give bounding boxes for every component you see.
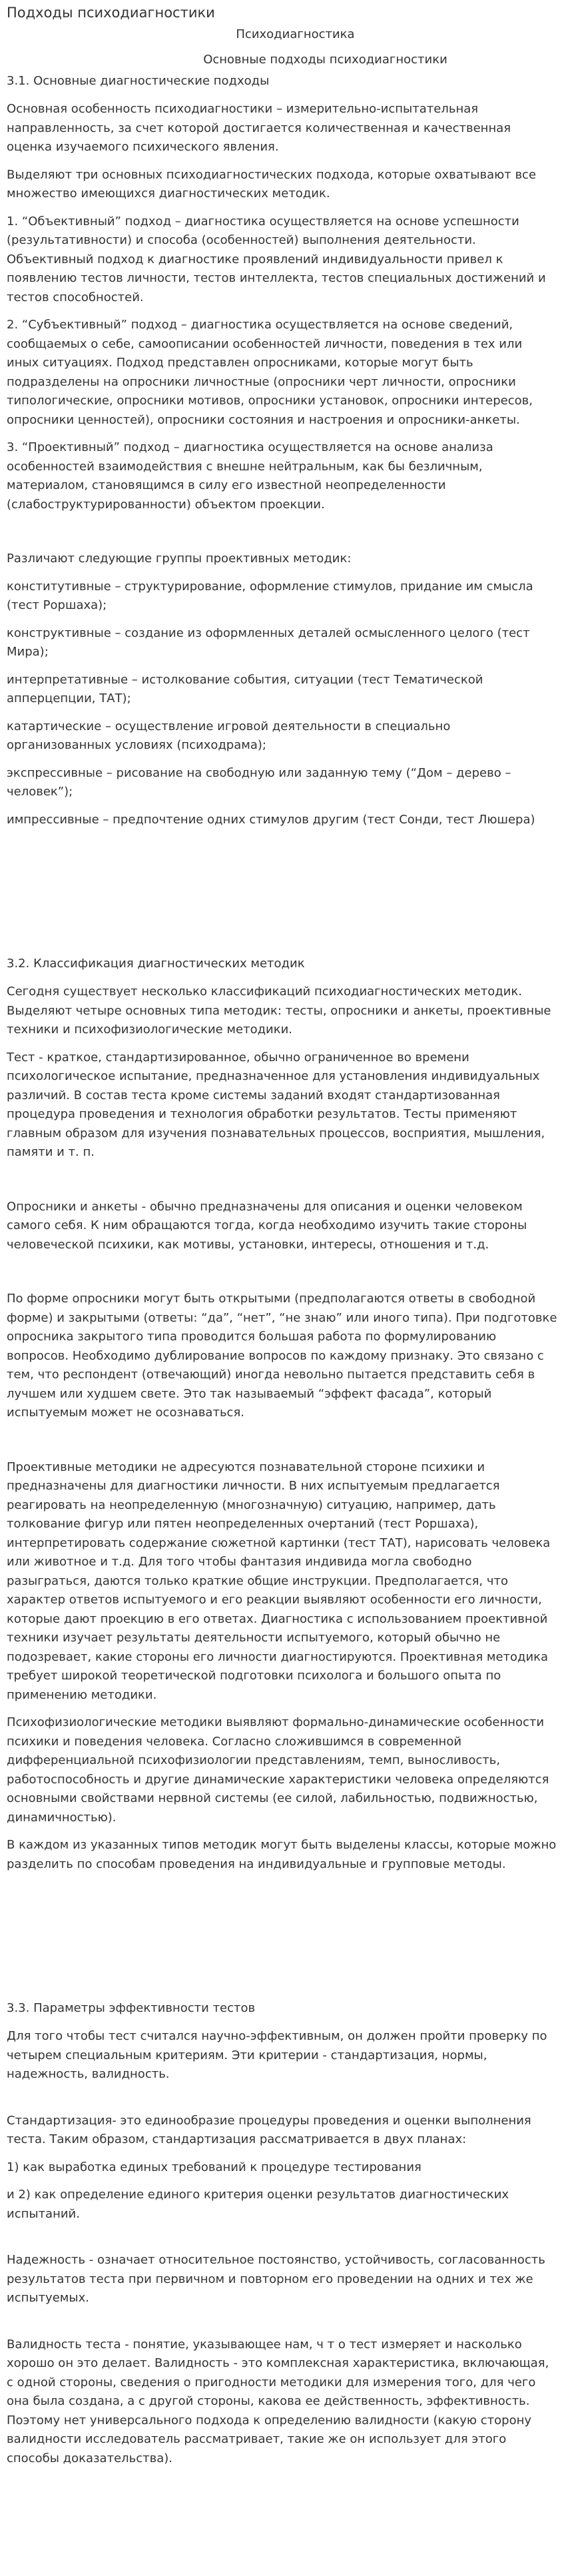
paragraph: Надежность - означает относительное постоянство, устойчивость, согласованность результатов теста при первичном и повторном его проведении на одних и тех же испытуемых. xyxy=(7,2253,545,2305)
paragraph: Тест - краткое, стандартизированное, обычно ограниченное во времени психологическое испытание, предназначенное для установления индивидуальных различий. В состав теста кроме системы заданий входят стандартизованная процедура проведения и технология обработки результатов. Тесты применяют главным образом для изучения познавательных процессов, восприятия, мышления, памяти и т. п. xyxy=(7,1050,545,1159)
section-3-3-title: 3.3. Параметры эффективности тестов xyxy=(7,2001,256,2015)
paragraph: В каждом из указанных типов методик могут быть выделены классы, которые можно разделить по способам проведения на индивидуальные и групповые методы. xyxy=(7,1838,557,1871)
section-3-2-title: 3.2. Классификация диагностических методик xyxy=(7,957,305,971)
paragraph: 2. “Субъективный” подход – диагностика осуществляется на основе сведений, сообщаемых о себе, самоописании особенностей личности, поведения в тех или иных ситуациях. Подход представлен опросниками, которые могут быть подразделены на опросники личностные (опросники черт личности, опросники типологические, опросники мотивов, опросники установок, опросники интересов, опросники ценностей), опросники состояния и настроения и опросники-анкеты. xyxy=(7,318,533,427)
group-item: экспрессивные – рисование на свободную или заданную тему (“Дом – дерево – человек”); xyxy=(7,765,511,799)
spacer xyxy=(7,838,557,955)
paragraph: Сегодня существует несколько классификаций психодиагностических методик. Выделяют четыре основных типа методик: тесты, опросники и анкеты, проективные техники и психофизиологические методики. xyxy=(7,985,551,1037)
spacer xyxy=(7,1263,557,1290)
spacer xyxy=(7,2317,557,2336)
paragraph: Стандартизация- это единообразие процедуры проведения и оценки выполнения теста. Таким образом, стандартизация рассматривается в двух планах: xyxy=(7,2113,531,2146)
group-item: катартические – осуществление игровой деятельности в специально организованных условиях (психодрама); xyxy=(7,719,451,752)
spacer xyxy=(7,2093,557,2112)
paragraph: Психофизиологические методики выявляют формально-динамические особенности психики и поведения человека. Согласно сложившимся в современной дифференциальной психофизиологии представлениям, темп, выносливость, работоспособность и другие динамические характеристики человека определяются основными свойствами нервной системы (ее силой, лабильностью, подвижностью, динамичностью). xyxy=(7,1715,549,1825)
spacer xyxy=(7,2232,557,2251)
paragraph: По форме опросники могут быть открытыми (предполагаются ответы в свободной форме) и закрытыми (ответы: “да”, “нет”, “не знаю” или иного типа). При подготовке опросника закрытого типа проводится большая работа по формулированию вопросов. Необходимо дублирование вопросов по каждому признаку. Это связано с тем, что респондент (отвечающий) иногда невольно пытается представить себя в лучшем или худшем свете. Это так называемый “эффект фасада”, который испытуемым может не осознаваться. xyxy=(7,1292,557,1420)
paragraph: Основная особенность психодиагностики – измерительно-испытательная направленность, за счет которой достигается количественная и качественная оценка изучаемого психического явления. xyxy=(7,102,511,154)
groups-intro: Различают следующие группы проективных методик: xyxy=(7,552,352,566)
spacer xyxy=(7,1171,557,1198)
group-item: интерпретативные – истолкование события, ситуации (тест Тематической апперцепции, ТАТ); xyxy=(7,672,483,705)
section-3-1-title: 3.1. Основные диагностические подходы xyxy=(7,74,270,88)
group-item: импрессивные – предпочтение одних стимулов другим (тест Сонди, тест Люшера) xyxy=(7,812,535,827)
paragraph: Валидность теста - понятие, указывающее нам, ч т о тест измеряет и насколько хорошо он это делает. Валидность - это комплексная характеристика, включающая, с одной стороны, сведения о пригодности методики для измерения того, для чего она была создана, а с другой стороны, какова ее действенность, эффективность. Поэтому нет универсального подхода к определению валидности (какую сторону валидности исследователь рассматривает, такие же он использует для этого способы доказательства). xyxy=(7,2337,549,2465)
paragraph: Выделяют три основных психодиагностических подхода, которые охватывают все множество имеющихся диагностических методик. xyxy=(7,167,537,201)
paragraph: Для того чтобы тест считался научно-эффективным, он должен пройти проверку по четырем специальным критериям. Эти критерии - стандартизация, нормы, надежность, валидность. xyxy=(7,2029,547,2081)
spacer xyxy=(7,1432,557,1458)
paragraph: 1. “Объективный” подход – диагностика осуществляется на основе успешности (результативности) и способа (особенностей) выполнения деятельности. Объективный подход к диагностике проявлений индивидуальности привел к появлению тестов личности, тестов интеллекта, тестов специальных достижений и тестов способностей. xyxy=(7,214,546,304)
spacer xyxy=(7,1883,557,1999)
paragraph: Проективные методики не адресуются познавательной стороне психики и предназначены для диагностики личности. В них испытуемым предлагается реагировать на неопределенную (многозначную) ситуацию, например, дать толкование фигур или пятен неопределенных очертаний (тест Роршаха), интерпретировать содержание сюжетной картинки (тест ТАТ), нарисовать человека или животное и т.д. Для того чтобы фантазия индивида могла свободно разыграться, даются только краткие общие инструкции. Предполагается, что характер ответов испытуемого и его реакции выявляют особенности его личности, которые дают проекцию в его ответах. Диагностика с использованием проективной техники изучает результаты деятельности испытуемого, который обычно не подозревает, какие стороны его личности диагностируются. Проективная методика требует широкой теоретической подготовки психолога и большого опыта по применению методики. xyxy=(7,1460,551,1702)
paragraph: 3. “Проективный” подход – диагностика осуществляется на основе анализа особенностей взаимодействия с внешне нейтральным, как бы безличным, материалом, становящимся в силу его известной неопределенности (слабоструктурированности) объектом проекции. xyxy=(7,440,493,512)
paragraph: и 2) как определение единого критерия оценки результатов диагностических испытаний. xyxy=(7,2188,509,2221)
group-item: конструктивные – создание из оформленных деталей осмысленного целого (тест Мира); xyxy=(7,626,530,659)
subheader-center: Основные подходы психодиагностики xyxy=(203,53,447,67)
paragraph: 1) как выработка единых требований к процедуре тестирования xyxy=(7,2160,422,2174)
page-title: Подходы психодиагностики xyxy=(7,5,215,21)
paragraph: Опросники и анкеты - обычно предназначены для описания и оценки человеком самого себя. К ним обращаются тогда, когда необходимо изучить такие стороны человеческой психики, как мотивы, установки, интересы, отношения и т.д. xyxy=(7,1199,527,1252)
group-item: конститутивные – структурирование, оформление стимулов, придание им смысла (тест Роршаха); xyxy=(7,579,533,612)
spacer xyxy=(7,523,557,550)
header-center: Психодиагностика xyxy=(236,27,355,41)
